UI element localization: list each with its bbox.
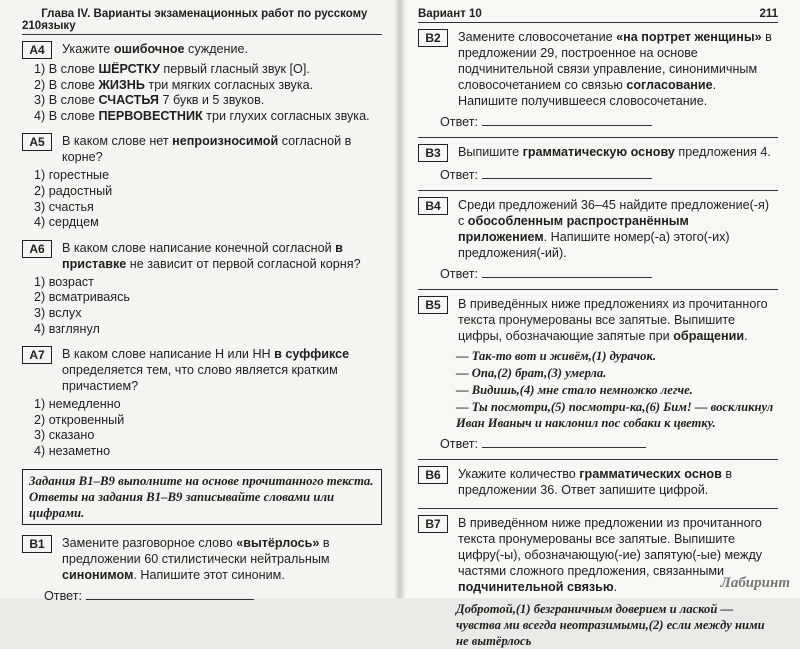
option: 2) радостный bbox=[34, 183, 113, 198]
option: 4) сердцем bbox=[34, 215, 99, 230]
task-question: В каком слове нет непроизносимой согласной в корне? bbox=[62, 134, 352, 165]
instructions-box: Задания В1–В9 выполните на основе прочитанного текста. Ответы на задания В1–В9 записывайте словами или цифрами. bbox=[22, 469, 382, 525]
task-question: Укажите количество грамматических основ в предложении 36. Ответ запишите цифрой. bbox=[458, 467, 733, 497]
task-tag: А7 bbox=[22, 346, 52, 364]
task-a5 bbox=[22, 133, 382, 165]
task-tag: В5 bbox=[418, 296, 448, 314]
options-a4 bbox=[34, 62, 382, 124]
task-question: Среди предложений 36–45 найдите предложение(-я) с обособленным распространённым приложением. Напишите номер(-а) этого(-их) предложения(-ий). bbox=[458, 198, 770, 260]
task-b6 bbox=[418, 466, 778, 498]
option: 2) В слове ЖИЗНЬ три мягких согласных звука. bbox=[34, 77, 314, 92]
page-number-left: 210 bbox=[22, 20, 42, 32]
answer-label: Ответ: bbox=[440, 267, 478, 281]
task-tag: В6 bbox=[418, 466, 448, 484]
task-question: Замените словосочетание «на портрет женщины» в предложении 29, построенное на основе подчинительной связи управление, синонимичным словосочетанием со связью согласование. Напишите получившееся словосочетание. bbox=[458, 30, 772, 108]
task-a7 bbox=[22, 346, 382, 394]
option: 3) сказано bbox=[34, 428, 95, 443]
task-question: Укажите ошибочное суждение. bbox=[62, 42, 249, 56]
answer-b3 bbox=[440, 168, 778, 182]
divider bbox=[418, 190, 778, 191]
divider bbox=[418, 459, 778, 460]
option: 2) откровенный bbox=[34, 412, 125, 427]
variant-title: Вариант 10 bbox=[418, 8, 482, 20]
options-a6 bbox=[34, 275, 382, 337]
task-question: В каком слове написание конечной согласной в приставке не зависит от первой согласной корня? bbox=[62, 240, 361, 271]
task-b2 bbox=[418, 29, 778, 109]
left-page bbox=[0, 0, 400, 603]
option: 4) В слове ПЕРВОВЕСТНИК три глухих согласных звука. bbox=[34, 108, 370, 123]
book-gutter bbox=[394, 0, 406, 598]
option: 1) В слове ШЁРСТКУ первый гласный звук [О]. bbox=[34, 62, 310, 76]
task-a6 bbox=[22, 240, 382, 272]
option: 2) всматриваясь bbox=[34, 290, 130, 305]
answer-line bbox=[482, 446, 646, 448]
sentence: — Ты посмотри,(5) посмотри-ка,(6) Бим! — воскликнул Иван Иваныч и наклонил пос собаки к цветку. bbox=[456, 400, 774, 430]
answer-line bbox=[482, 177, 652, 179]
task-a4 bbox=[22, 41, 382, 59]
options-a5 bbox=[34, 168, 382, 230]
task-tag: В4 bbox=[418, 197, 448, 215]
task-tag: А6 bbox=[22, 240, 52, 258]
task-tag: В2 bbox=[418, 29, 448, 47]
options-a7 bbox=[34, 397, 382, 459]
left-header bbox=[22, 8, 382, 35]
option: 1) немедленно bbox=[34, 397, 121, 412]
sentence: — Видишь,(4) мне стало немножко легче. bbox=[456, 383, 693, 397]
b5-sentences bbox=[456, 348, 778, 431]
task-b3 bbox=[418, 144, 778, 162]
answer-label: Ответ: bbox=[440, 437, 478, 451]
answer-b1 bbox=[44, 589, 382, 603]
divider bbox=[418, 137, 778, 138]
task-tag: В3 bbox=[418, 144, 448, 162]
answer-b5 bbox=[440, 437, 778, 451]
task-b4 bbox=[418, 197, 778, 261]
divider bbox=[418, 508, 778, 509]
sentence: — Опа,(2) брат,(3) умерла. bbox=[456, 366, 607, 380]
option: 3) В слове СЧАСТЬЯ 7 букв и 5 звуков. bbox=[34, 93, 265, 108]
sentence: — Так-то вот и живём,(1) дурачок. bbox=[456, 349, 656, 363]
task-b1 bbox=[22, 535, 382, 583]
answer-line bbox=[482, 276, 652, 278]
task-tag: А4 bbox=[22, 41, 52, 59]
task-tag: А5 bbox=[22, 133, 52, 151]
labirint-watermark: Лабиринт bbox=[720, 575, 790, 591]
answer-b2 bbox=[440, 115, 778, 129]
page-number-right: 211 bbox=[759, 8, 778, 20]
option: 3) счастья bbox=[34, 199, 94, 214]
option: 3) вслух bbox=[34, 305, 82, 320]
task-b5 bbox=[418, 296, 778, 344]
task-question: Выпишите грамматическую основу предложения 4. bbox=[458, 145, 771, 159]
task-question: В приведённых ниже предложениях из прочитанного текста пронумерованы все запятые. Выпишите цифры, обозначающие запятые при обращении. bbox=[458, 297, 768, 343]
right-page bbox=[400, 0, 800, 648]
answer-line bbox=[86, 598, 254, 600]
answer-label: Ответ: bbox=[440, 168, 478, 182]
right-header bbox=[418, 8, 778, 23]
option: 4) незаметно bbox=[34, 443, 111, 458]
answer-label: Ответ: bbox=[440, 115, 478, 129]
answer-line bbox=[482, 124, 652, 126]
chapter-title: Глава IV. Варианты экзаменационных работ по русскому языку bbox=[41, 8, 368, 32]
option: 4) взглянул bbox=[34, 321, 100, 336]
task-tag: В1 bbox=[22, 535, 52, 553]
option: 1) горестные bbox=[34, 168, 110, 183]
answer-b4 bbox=[440, 267, 778, 281]
answer-label: Ответ: bbox=[44, 588, 82, 603]
task-question: В приведённом ниже предложении из прочитанного текста пронумерованы все запятые. Выпишите цифру(-ы), обозначающую(-ие) запятую(-ые) между частями сложного предложения, связанными подчинительной связью. bbox=[458, 516, 763, 594]
task-question: В каком слове написание Н или НН в суффиксе определяется тем, что слово является кратким причастием? bbox=[62, 347, 350, 394]
b7-sentence: Добротой,(1) безграничным доверием и лаской — чувства ми всегда неотразимыми,(2) если между ними не вытёрлось bbox=[456, 602, 765, 648]
task-question: Замените разговорное слово «вытёрлось» в предложении 60 стилистически нейтральным синонимом. Напишите этот синоним. bbox=[62, 535, 330, 582]
option: 1) возраст bbox=[34, 274, 94, 289]
task-tag: В7 bbox=[418, 515, 448, 533]
divider bbox=[418, 289, 778, 290]
